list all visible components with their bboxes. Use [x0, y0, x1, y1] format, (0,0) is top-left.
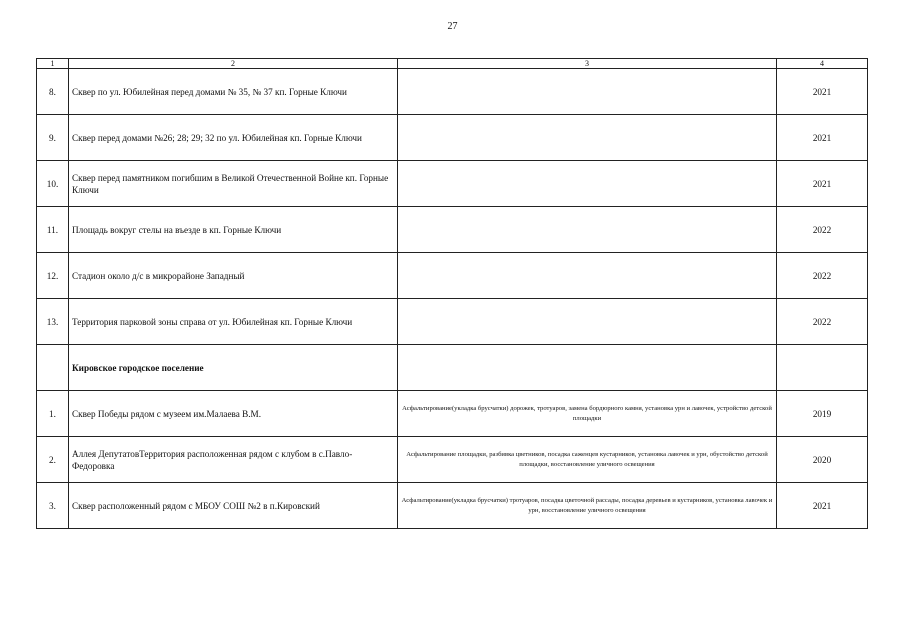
year: 2021: [777, 69, 868, 115]
improvement-table: [36, 58, 868, 529]
works-description: [398, 115, 777, 161]
works-description: Асфальтирование(укладка брусчатки) дорожек, тротуаров, замена бордюрного камня, установка урн и лавочек, устройство детской площадки: [398, 391, 777, 437]
row-number: 2.: [37, 437, 69, 483]
year: 2022: [777, 253, 868, 299]
object-name: Сквер перед домами №26; 28; 29; 32 по ул. Юбилейная кп. Горные Ключи: [69, 115, 398, 161]
row-number: [37, 345, 69, 391]
works-description: [398, 161, 777, 207]
row-number: 13.: [37, 299, 69, 345]
row-number: 11.: [37, 207, 69, 253]
row-number: 1.: [37, 391, 69, 437]
table-row: [37, 207, 868, 253]
table-row: [37, 115, 868, 161]
works-description: [398, 69, 777, 115]
column-header-1: 1: [37, 59, 69, 69]
works-description: [398, 253, 777, 299]
page-number: 27: [447, 21, 458, 32]
table-row: [37, 253, 868, 299]
object-name: Сквер Победы рядом с музеем им.Малаева В.М.: [69, 391, 398, 437]
table-row: [37, 483, 868, 529]
year: [777, 345, 868, 391]
row-number: 3.: [37, 483, 69, 529]
column-header-4: 4: [777, 59, 868, 69]
works-description: Асфальтирование площадки, разбивка цветников, посадка саженцев кустарников, установка лавочек и урн, обустойство детской площадки, восстановление уличного освещения: [398, 437, 777, 483]
table-row: [37, 69, 868, 115]
works-description: [398, 207, 777, 253]
works-description: Асфальтирование(укладка брусчатки) тротуаров, посадка цветочной рассады, посадка деревьев и кустарников, установка лавочек и урн, восстановление уличного освещения: [398, 483, 777, 529]
object-name: Сквер перед памятником погибшим в Великой Отечественной Войне кп. Горные Ключи: [69, 161, 398, 207]
column-number-row: [37, 59, 868, 69]
table-row: [37, 391, 868, 437]
column-header-3: 3: [398, 59, 777, 69]
year: 2020: [777, 437, 868, 483]
section-row: [37, 345, 868, 391]
year: 2021: [777, 483, 868, 529]
row-number: 12.: [37, 253, 69, 299]
works-description: [398, 299, 777, 345]
object-name: Площадь вокруг стелы на въезде в кп. Горные Ключи: [69, 207, 398, 253]
works-description: [398, 345, 777, 391]
object-name: Сквер по ул. Юбилейная перед домами № 35, № 37 кп. Горные Ключи: [69, 69, 398, 115]
year: 2022: [777, 207, 868, 253]
row-number: 10.: [37, 161, 69, 207]
table-row: [37, 161, 868, 207]
column-header-2: 2: [69, 59, 398, 69]
year: 2021: [777, 115, 868, 161]
table-row: [37, 437, 868, 483]
row-number: 9.: [37, 115, 69, 161]
object-name: Аллея ДепутатовТерритория расположенная рядом с клубом в с.Павло-Федоровка: [69, 437, 398, 483]
table-row: [37, 299, 868, 345]
year: 2019: [777, 391, 868, 437]
row-number: 8.: [37, 69, 69, 115]
object-name: Стадион около д/с в микрорайоне Западный: [69, 253, 398, 299]
object-name: Территория парковой зоны справа от ул. Юбилейная кп. Горные Ключи: [69, 299, 398, 345]
year: 2021: [777, 161, 868, 207]
object-name: Сквер расположенный рядом с МБОУ СОШ №2 в п.Кировский: [69, 483, 398, 529]
section-title: Кировское городское поселение: [69, 345, 398, 391]
year: 2022: [777, 299, 868, 345]
